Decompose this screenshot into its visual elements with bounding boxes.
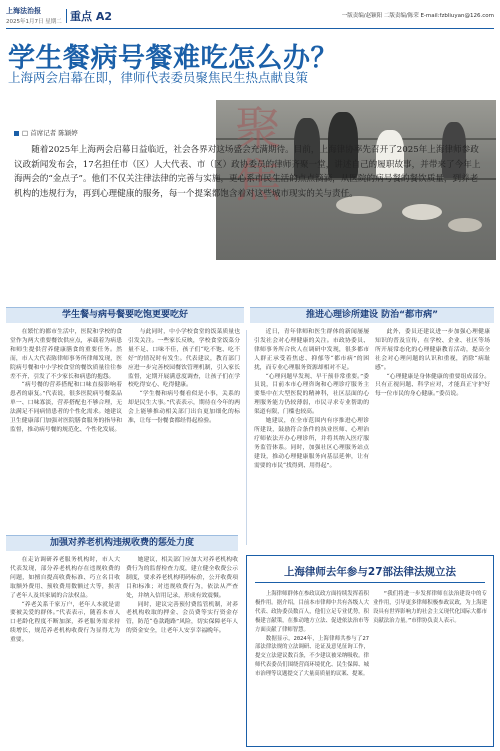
box-column (255, 590, 369, 740)
article-paragraph: 同时，建议完善预付费监管机制，对养老机构收取的押金、会员费等实行资金存管，防范“卷款跑路”风险，切实保障老年人的资金安全，让老年人安享幸福晚年。 (126, 601, 238, 635)
article-paragraph: 近日，青年律师和医生群体的新闻屡屡引发社会对心理健康的关注。市政协委员、律师事务所合伙人在调研中发现，很多都市人群正承受着焦虑、抑郁等“都市病”的困扰，而专业心理服务资源却相对不足。 (254, 329, 369, 371)
article-paragraph: “学生餐和病号餐看似是小事，关系的却是民生大事。”代表表示，期待在今年的两会上能够推动相关部门出台更加细化的标准，让每一份餐食都经得起检验。 (128, 391, 240, 425)
box-paragraph: “我们将进一步发挥律师在法治建设中的专业作用，引导更多律师积极参政议政，为上海建设具有世界影响力的社会主义现代化国际大都市贡献法治力量。”市律协负责人表示。 (373, 591, 487, 624)
issue-date: 2025年1月7日 星期二 (6, 19, 62, 25)
article-paragraph: “心理健康是身体健康的重要组成部分。只有正视问题、科学应对，才能真正守护好每一位市民的身心健康。”委员说。 (375, 373, 490, 398)
box-column (373, 590, 487, 740)
byline (14, 128, 78, 137)
watermark-text: 聚焦 (228, 104, 282, 208)
page-headline: 学生餐病号餐难吃怎么办？ (8, 43, 338, 74)
section-heading-band (6, 535, 238, 551)
box-title-rule (255, 582, 485, 583)
column-divider (246, 330, 247, 545)
article-column (254, 328, 369, 548)
article-column (126, 556, 238, 746)
article-column (375, 328, 490, 548)
news-brief-box (246, 555, 494, 747)
box-paragraph: 数据显示，2024年，上海律师共参与了27部法律法规的立法调研、论证及意见征询工作，提交立法建议数百条，不少建议被采纳吸收。律师代表委员们围绕营商环境优化、民生保障、城市治理等议题提交了大量高质量的议案、提案。 (255, 635, 369, 678)
intro-text: 随着2025年上海两会启幕日益临近，社会各界对这场盛会充满期待。目前，上海律协率先召开了2025年上海律师参政议政新闻发布会，17名担任市（区）人大代表、市（区）政协委员的律师齐聚一堂，讲述自己的履职故事，并带来了今年上海两会的“金点子”。他们不仅关注律法律的完善与实施，更心系市民生活的点点滴滴，从医院的病号餐的餐饮质量，到养老机构的违规行为，再到心理健康的服务，每一个提案都饱含着对这些城市现实的关与责任。 (14, 145, 481, 199)
article-paragraph: 在繁忙的都市生活中，医院和学校的食堂作为两大重要餐饮供应点，承载着为病患和师生提供营养健康膳食的重要任务。然而，市人大代表陈律师事务所律师发现，医院病号餐和中小学校食堂的餐饮质量往往参差不齐，引发了不少家长和病患的抱怨。 (10, 329, 122, 380)
box-paragraph: 上海律师群体在参政议政方面持续发挥着积极作用。据介绍，目前本市律师中共有各级人大代表、政协委员数百人，他们立足专业优势，积极建言献策，在推动地方立法、促进依法治市等方面贡献了律师智慧。 (255, 591, 369, 633)
article-paragraph: 她建议，相关部门应加大对养老机构收费行为的监督检查力度，建立健全收费公示制度，要求养老机构明码标价，公开收费项目和标准；对违规收费行为，依法从严查处，并纳入信用记录，形成有效震慑。 (126, 557, 238, 599)
section-heading-band (6, 307, 244, 323)
masthead (6, 6, 494, 29)
intro-paragraph (14, 143, 484, 201)
article-paragraph: 她建议，在全市范围内有序推进心理诊所建设，鼓励符合条件的执业医师、心理治疗师依法开办心理诊所，并将其纳入医疗服务监管体系。同时，加强社区心理服务站点建设，推动心理健康服务向基层延伸，让有需要的市民“找得到、用得起”。 (254, 418, 369, 469)
article-paragraph: 此外，委员还建议进一步加强心理健康知识的普及宣传，在学校、企业、社区等场所开展常态化的心理健康教育活动，提高全社会对心理问题的认识和重视，消除“病耻感”。 (375, 329, 490, 371)
editor-credits: 一版责编/赵颖阳 二版责编/陈荣 E-mail:fzbliuyan@126.com (341, 13, 494, 19)
masthead-divider (66, 9, 67, 23)
article-column (10, 328, 122, 518)
section-title: 加强对养老机构违规收费的惩处力度 (49, 538, 194, 548)
photo-tray (448, 218, 482, 232)
article-paragraph: 在走访调研养老服务机构时，市人大代表发现，部分养老机构存在违规收费的问题，如擅自提高收费标准、巧立名目收取额外费用、预收费用数额过大等，损害了老年人及其家属的合法权益。 (10, 557, 120, 599)
article-column (128, 328, 240, 518)
newspaper-logo: 上海法治报 (6, 7, 41, 15)
article-paragraph: “养老关系千家万户，老年人本就是需要被关爱的群体。”代表表示，随着本市人口老龄化程度不断加深，养老服务需求持续增长，规范养老机构收费行为显得尤为重要。 (10, 601, 120, 644)
section-label: 重点 A2 (70, 10, 112, 23)
article-column (10, 556, 120, 746)
section-title: 学生餐与病号餐要吃饱更要吃好 (61, 310, 188, 320)
section-title: 推进心理诊所建设 防治“都市病” (306, 310, 438, 320)
box-title: 上海律师去年参与27部法律法规立法 (283, 566, 457, 578)
byline-text: □ 首席记者 陈颖婷 (22, 129, 78, 137)
article-paragraph: “病号餐的营养搭配和口味直接影响着患者的康复。”代表说，很多医院病号餐菜品单一、口味寡淡，营养搭配也不够合理，无法满足不同病情患者的个性化需求。她建议卫生健康部门加强对医院膳食服务的指导和监督，推动病号餐的规范化、个性化发展。 (10, 382, 122, 433)
byline-square-icon (14, 131, 19, 136)
article-paragraph: “心理问题早发现、早干预非常重要。”委员说，目前本市心理咨询和心理诊疗服务主要集中在大型医院的精神科，社区层面的心理服务能力仍较薄弱，市民寻求专业帮助的渠道有限，门槛也较高。 (254, 373, 369, 416)
section-heading-band (250, 307, 494, 323)
article-paragraph: 与此同时，中小学校食堂的饭菜质量也引发关注。一些家长反映，学校食堂饭菜分量不足、口味不佳，孩子们“吃不饱、吃不好”的情况时有发生。代表建议，教育部门应进一步完善校园餐饮管理机制，引入家长监督，定期开展满意度调查，让孩子们在学校吃得安心、吃得健康。 (128, 329, 240, 389)
page-subheadline: 上海两会启幕在即，律师代表委员聚焦民生热点献良策 (8, 70, 309, 85)
photo-tray (402, 204, 442, 220)
